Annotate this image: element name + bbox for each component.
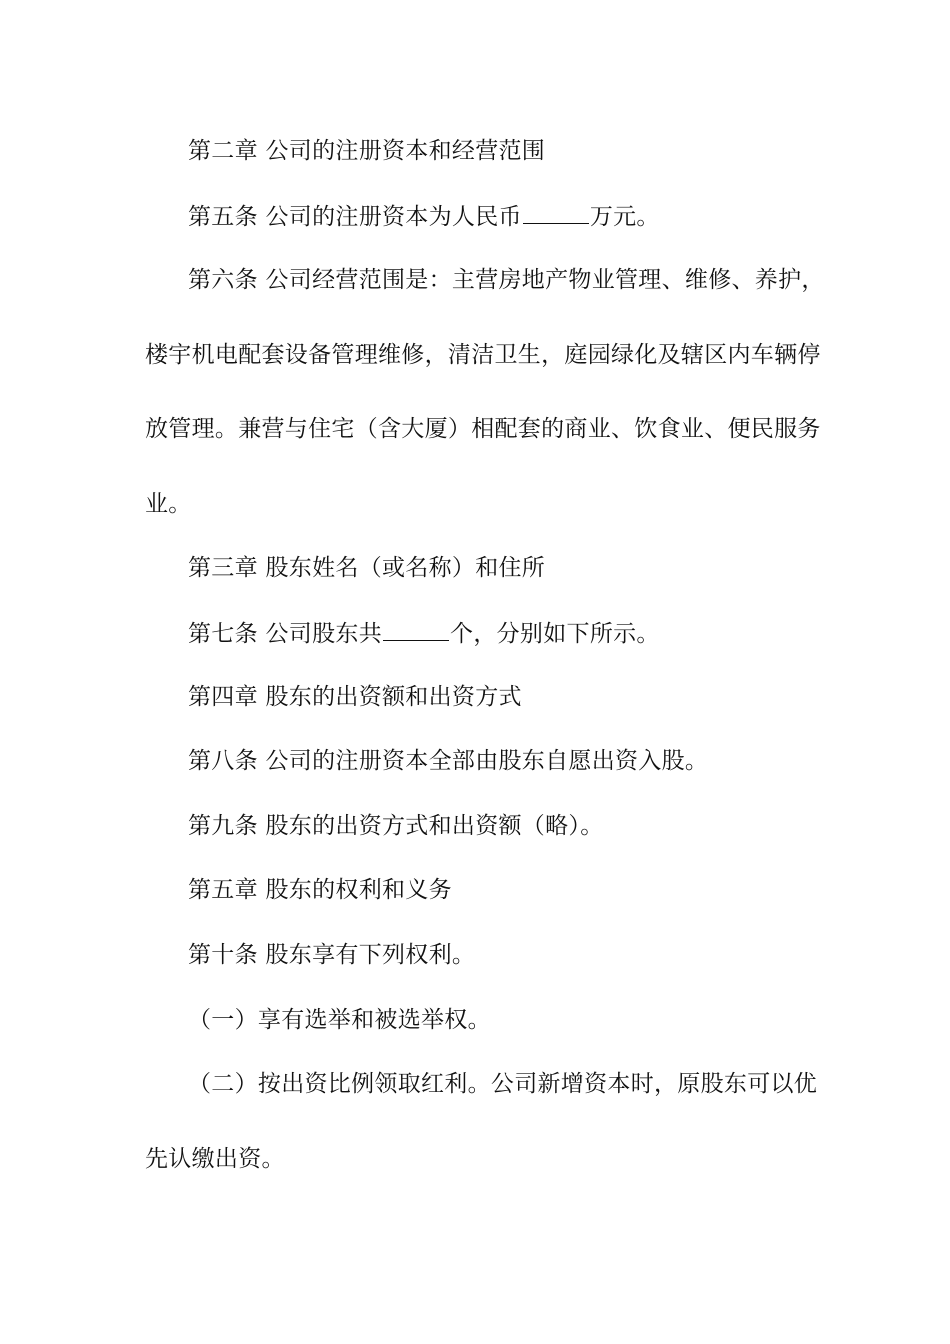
right-item-1: （一）享有选举和被选举权。 bbox=[188, 1007, 491, 1033]
article-5 bbox=[188, 201, 660, 232]
right-item-2-line-2: 先认缴出资。 bbox=[145, 1146, 285, 1172]
chapter-2-title: 第二章 公司的注册资本和经营范围 bbox=[188, 138, 546, 164]
article-5-unit: 万元。 bbox=[589, 204, 660, 230]
article-6-line-3: 放管理。兼营与住宅（含大厦）相配套的商业、饮食业、便民服务 bbox=[145, 416, 821, 442]
article-7 bbox=[188, 618, 660, 649]
article-9: 第九条 股东的出资方式和出资额（略）。 bbox=[188, 813, 604, 839]
article-6-line-1: 第六条 公司经营范围是：主营房地产物业管理、维修、养护， bbox=[188, 267, 825, 293]
chapter-3-title: 第三章 股东姓名（或名称）和住所 bbox=[188, 555, 546, 581]
right-item-2-line-1: （二）按出资比例领取红利。公司新增资本时，原股东可以优 bbox=[188, 1071, 818, 1097]
article-10: 第十条 股东享有下列权利。 bbox=[188, 942, 476, 968]
article-7-rest: 个，分别如下所示。 bbox=[450, 621, 660, 647]
article-7-text: 第七条 公司股东共 bbox=[188, 621, 383, 647]
capital-blank bbox=[523, 201, 589, 224]
chapter-4-title: 第四章 股东的出资额和出资方式 bbox=[188, 684, 522, 710]
article-6-line-2: 楼宇机电配套设备管理维修，清洁卫生，庭园绿化及辖区内车辆停 bbox=[145, 342, 821, 368]
article-6-line-4: 业。 bbox=[145, 491, 192, 517]
chapter-5-title: 第五章 股东的权利和义务 bbox=[188, 877, 452, 903]
article-5-text: 第五条 公司的注册资本为人民币 bbox=[188, 204, 522, 230]
shareholder-count-blank bbox=[383, 618, 449, 641]
article-8: 第八条 公司的注册资本全部由股东自愿出资入股。 bbox=[188, 748, 709, 774]
